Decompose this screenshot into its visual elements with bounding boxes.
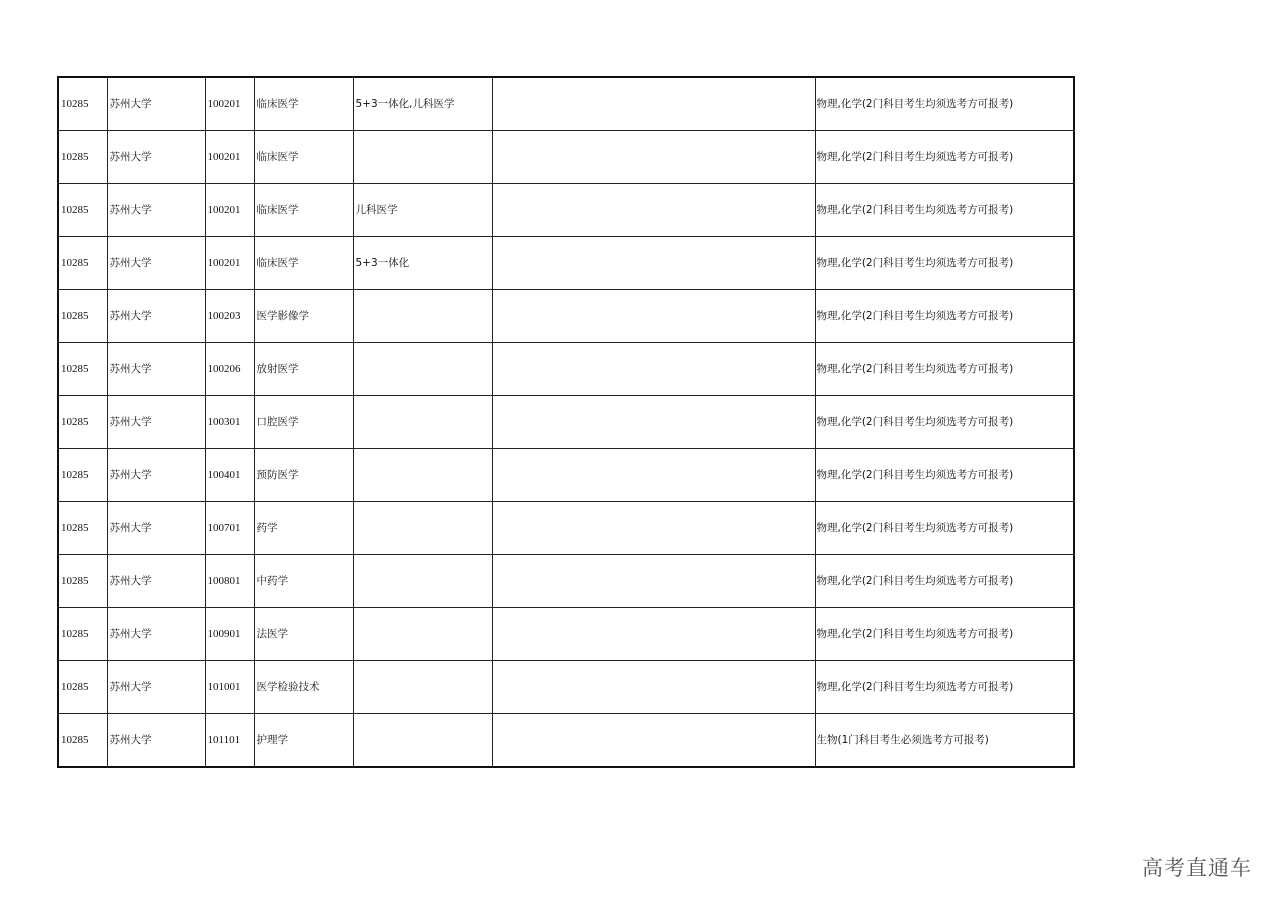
subject-requirement-cell: 物理,化学(2门科目考生均须选考方可报考) (815, 396, 1074, 449)
major-code-cell: 100301 (205, 396, 254, 449)
institution-name-cell: 苏州大学 (107, 131, 205, 184)
major-remark-cell: 5+3一体化,儿科医学 (353, 77, 492, 131)
empty-cell (492, 449, 815, 502)
empty-cell (492, 290, 815, 343)
major-remark-cell (353, 661, 492, 714)
institution-code-cell: 10285 (58, 131, 107, 184)
major-name-cell: 临床医学 (254, 131, 353, 184)
table-row (58, 131, 1074, 184)
table-row (58, 343, 1074, 396)
major-name-cell: 医学检验技术 (254, 661, 353, 714)
empty-cell (492, 184, 815, 237)
institution-name-cell: 苏州大学 (107, 237, 205, 290)
major-code-cell: 100203 (205, 290, 254, 343)
institution-code-cell: 10285 (58, 555, 107, 608)
major-remark-cell (353, 555, 492, 608)
empty-cell (492, 714, 815, 768)
institution-code-cell: 10285 (58, 290, 107, 343)
major-name-cell: 法医学 (254, 608, 353, 661)
institution-name-cell: 苏州大学 (107, 502, 205, 555)
table-row (58, 661, 1074, 714)
major-remark-cell: 5+3一体化 (353, 237, 492, 290)
major-code-cell: 100206 (205, 343, 254, 396)
subject-requirement-cell: 物理,化学(2门科目考生均须选考方可报考) (815, 237, 1074, 290)
major-code-cell: 100801 (205, 555, 254, 608)
institution-code-cell: 10285 (58, 714, 107, 768)
major-remark-cell (353, 608, 492, 661)
institution-name-cell: 苏州大学 (107, 396, 205, 449)
empty-cell (492, 343, 815, 396)
subject-requirement-cell: 物理,化学(2门科目考生均须选考方可报考) (815, 77, 1074, 131)
institution-name-cell: 苏州大学 (107, 661, 205, 714)
institution-code-cell: 10285 (58, 396, 107, 449)
major-code-cell: 100201 (205, 77, 254, 131)
empty-cell (492, 131, 815, 184)
major-remark-cell (353, 714, 492, 768)
major-code-cell: 100401 (205, 449, 254, 502)
table-row (58, 396, 1074, 449)
empty-cell (492, 555, 815, 608)
major-remark-cell (353, 449, 492, 502)
institution-code-cell: 10285 (58, 184, 107, 237)
empty-cell (492, 396, 815, 449)
institution-code-cell: 10285 (58, 343, 107, 396)
table-row (58, 555, 1074, 608)
major-code-cell: 100701 (205, 502, 254, 555)
table-row (58, 502, 1074, 555)
institution-code-cell: 10285 (58, 237, 107, 290)
major-code-cell: 100201 (205, 237, 254, 290)
subject-requirement-cell: 物理,化学(2门科目考生均须选考方可报考) (815, 290, 1074, 343)
subject-requirement-cell: 物理,化学(2门科目考生均须选考方可报考) (815, 343, 1074, 396)
major-code-cell: 101001 (205, 661, 254, 714)
major-name-cell: 药学 (254, 502, 353, 555)
major-remark-cell (353, 290, 492, 343)
subject-requirement-cell: 物理,化学(2门科目考生均须选考方可报考) (815, 131, 1074, 184)
subject-requirement-cell: 生物(1门科目考生必须选考方可报考) (815, 714, 1074, 768)
institution-code-cell: 10285 (58, 502, 107, 555)
table-row (58, 449, 1074, 502)
institution-name-cell: 苏州大学 (107, 714, 205, 768)
major-remark-cell (353, 502, 492, 555)
institution-code-cell: 10285 (58, 608, 107, 661)
table-body (58, 77, 1074, 767)
subject-requirement-cell: 物理,化学(2门科目考生均须选考方可报考) (815, 184, 1074, 237)
major-name-cell: 护理学 (254, 714, 353, 768)
institution-name-cell: 苏州大学 (107, 608, 205, 661)
empty-cell (492, 661, 815, 714)
empty-cell (492, 608, 815, 661)
institution-name-cell: 苏州大学 (107, 449, 205, 502)
major-remark-cell: 儿科医学 (353, 184, 492, 237)
major-name-cell: 医学影像学 (254, 290, 353, 343)
subject-requirement-cell: 物理,化学(2门科目考生均须选考方可报考) (815, 449, 1074, 502)
table-row (58, 714, 1074, 768)
institution-name-cell: 苏州大学 (107, 290, 205, 343)
institution-name-cell: 苏州大学 (107, 184, 205, 237)
institution-code-cell: 10285 (58, 77, 107, 131)
institution-name-cell: 苏州大学 (107, 555, 205, 608)
table-row (58, 77, 1074, 131)
major-remark-cell (353, 343, 492, 396)
empty-cell (492, 237, 815, 290)
watermark-text: 高考直通车 (1142, 856, 1252, 880)
requirements-table (57, 76, 1075, 768)
major-name-cell: 预防医学 (254, 449, 353, 502)
table-row (58, 237, 1074, 290)
subject-requirement-cell: 物理,化学(2门科目考生均须选考方可报考) (815, 661, 1074, 714)
institution-code-cell: 10285 (58, 449, 107, 502)
empty-cell (492, 502, 815, 555)
institution-name-cell: 苏州大学 (107, 343, 205, 396)
table-row (58, 184, 1074, 237)
major-code-cell: 101101 (205, 714, 254, 768)
major-name-cell: 临床医学 (254, 237, 353, 290)
major-code-cell: 100201 (205, 184, 254, 237)
subject-requirement-cell: 物理,化学(2门科目考生均须选考方可报考) (815, 608, 1074, 661)
major-name-cell: 口腔医学 (254, 396, 353, 449)
empty-cell (492, 77, 815, 131)
major-name-cell: 中药学 (254, 555, 353, 608)
institution-name-cell: 苏州大学 (107, 77, 205, 131)
major-name-cell: 临床医学 (254, 77, 353, 131)
major-code-cell: 100901 (205, 608, 254, 661)
subject-requirement-cell: 物理,化学(2门科目考生均须选考方可报考) (815, 555, 1074, 608)
major-remark-cell (353, 131, 492, 184)
subject-requirement-cell: 物理,化学(2门科目考生均须选考方可报考) (815, 502, 1074, 555)
major-code-cell: 100201 (205, 131, 254, 184)
major-name-cell: 临床医学 (254, 184, 353, 237)
table-row (58, 608, 1074, 661)
major-remark-cell (353, 396, 492, 449)
institution-code-cell: 10285 (58, 661, 107, 714)
table-row (58, 290, 1074, 343)
major-name-cell: 放射医学 (254, 343, 353, 396)
